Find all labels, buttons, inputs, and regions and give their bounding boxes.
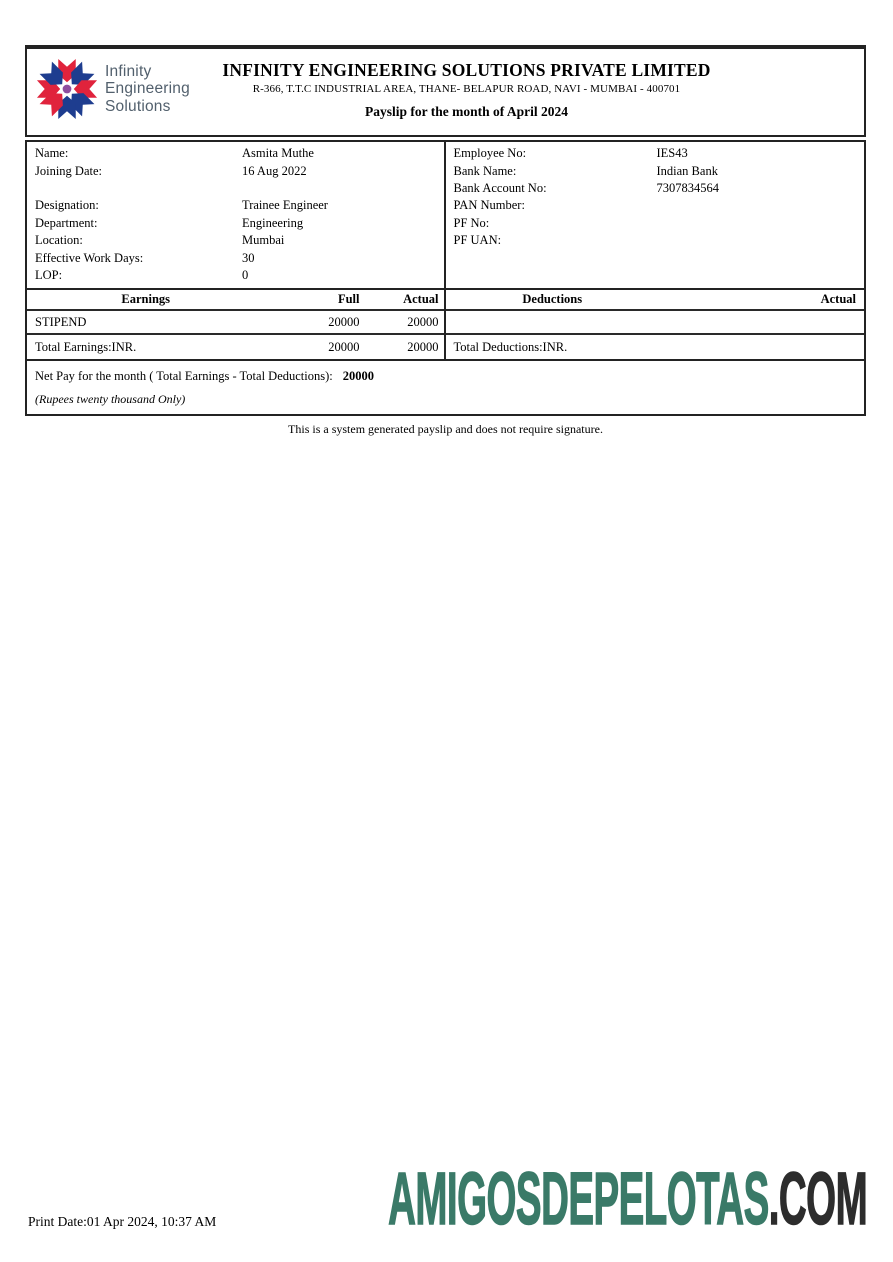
info-label: Designation: [35, 198, 99, 213]
earnings-header: Earnings [121, 292, 171, 307]
total-earnings-actual: 20000 [407, 339, 439, 354]
info-row-employee-no [454, 145, 857, 162]
total-deductions-label: Total Deductions:INR. [453, 339, 568, 354]
deductions-row-empty [446, 311, 865, 335]
employee-info-left-panel [27, 142, 446, 288]
info-row-bank-account-no [454, 180, 857, 197]
info-label: LOP: [35, 267, 63, 282]
system-note: This is a system generated payslip and does not require signature. [288, 422, 603, 437]
payslip-title: Payslip for the month of April 2024 [364, 104, 568, 119]
watermark-tld: .COM [768, 1157, 867, 1240]
info-label: Location: [35, 233, 83, 248]
earnings-header-row [27, 290, 444, 311]
company-name: INFINITY ENGINEERING SOLUTIONS PRIVATE LIMITED [222, 60, 711, 80]
info-value: Asmita Muthe [242, 146, 314, 161]
info-row-pf-no [454, 215, 857, 232]
total-deductions-row [446, 335, 865, 359]
info-value: Engineering [242, 215, 304, 230]
net-pay-box [25, 361, 866, 416]
info-label: Bank Account No: [453, 180, 547, 195]
info-row-blank [35, 180, 436, 197]
info-value: 30 [242, 250, 255, 265]
info-row-joining-date [35, 162, 436, 179]
info-value: Trainee Engineer [242, 198, 328, 213]
total-earnings-label: Total Earnings:INR. [35, 339, 137, 354]
info-label: Department: [35, 215, 98, 230]
print-date: Print Date:01 Apr 2024, 10:37 AM [28, 1214, 217, 1229]
earnings-panel [27, 290, 446, 359]
net-pay-amount: 20000 [342, 369, 374, 384]
deductions-header-row [446, 290, 865, 311]
info-label: Bank Name: [453, 163, 517, 178]
info-label: Joining Date: [35, 163, 103, 178]
actual-header: Actual [403, 292, 439, 307]
earning-name: STIPEND [35, 314, 87, 329]
logo-word-line3: Solutions [105, 97, 171, 115]
info-value: Indian Bank [656, 163, 718, 178]
earnings-deductions-table [25, 290, 866, 361]
info-label: PF UAN: [453, 233, 502, 248]
info-label: Name: [35, 146, 69, 161]
earnings-row-stipend [27, 311, 444, 335]
info-value: 16 Aug 2022 [242, 163, 307, 178]
info-label: PAN Number: [453, 198, 525, 213]
info-row-designation [35, 197, 436, 214]
info-label: PF No: [453, 215, 490, 230]
full-header: Full [337, 292, 360, 307]
net-pay-in-words: (Rupees twenty thousand Only) [35, 392, 186, 407]
employee-info-table [25, 140, 866, 290]
info-row-pan-number [454, 197, 857, 214]
watermark [388, 1157, 867, 1240]
logo-word-line2: Engineering [105, 80, 190, 98]
deductions-header: Deductions [522, 292, 583, 307]
info-value: 7307834564 [656, 180, 719, 195]
info-label: Effective Work Days: [35, 250, 144, 265]
earning-full-value: 20000 [328, 314, 360, 329]
deductions-panel [446, 290, 865, 359]
info-row-name [35, 145, 436, 162]
total-earnings-full: 20000 [328, 339, 360, 354]
info-value: IES43 [656, 146, 688, 161]
info-row-bank-name [454, 162, 857, 179]
info-label: Employee No: [453, 146, 527, 161]
info-row-pf-uan [454, 232, 857, 249]
info-value: Mumbai [242, 233, 285, 248]
header-text [27, 60, 864, 120]
info-row-department [35, 215, 436, 232]
info-row-effective-work-days [35, 249, 436, 266]
payslip-document [25, 45, 866, 437]
watermark-name: AMIGOSDEPELOTAS [388, 1157, 769, 1240]
company-address: R-366, T.T.C INDUSTRIAL AREA, THANE- BELAPUR ROAD, NAVI - MUMBAI - 400701 [252, 83, 681, 95]
info-row-lop [35, 267, 436, 284]
logo-word-line1: Infinity [105, 62, 152, 80]
info-value: 0 [242, 267, 249, 282]
deductions-actual-header: Actual [820, 292, 856, 307]
header-box [25, 45, 866, 137]
net-pay-line [35, 369, 856, 384]
total-earnings-row [27, 335, 444, 359]
earning-actual-value: 20000 [407, 314, 439, 329]
employee-info-right-panel [446, 142, 865, 288]
net-pay-label: Net Pay for the month ( Total Earnings - Total Deductions): [35, 369, 333, 384]
info-row-location [35, 232, 436, 249]
